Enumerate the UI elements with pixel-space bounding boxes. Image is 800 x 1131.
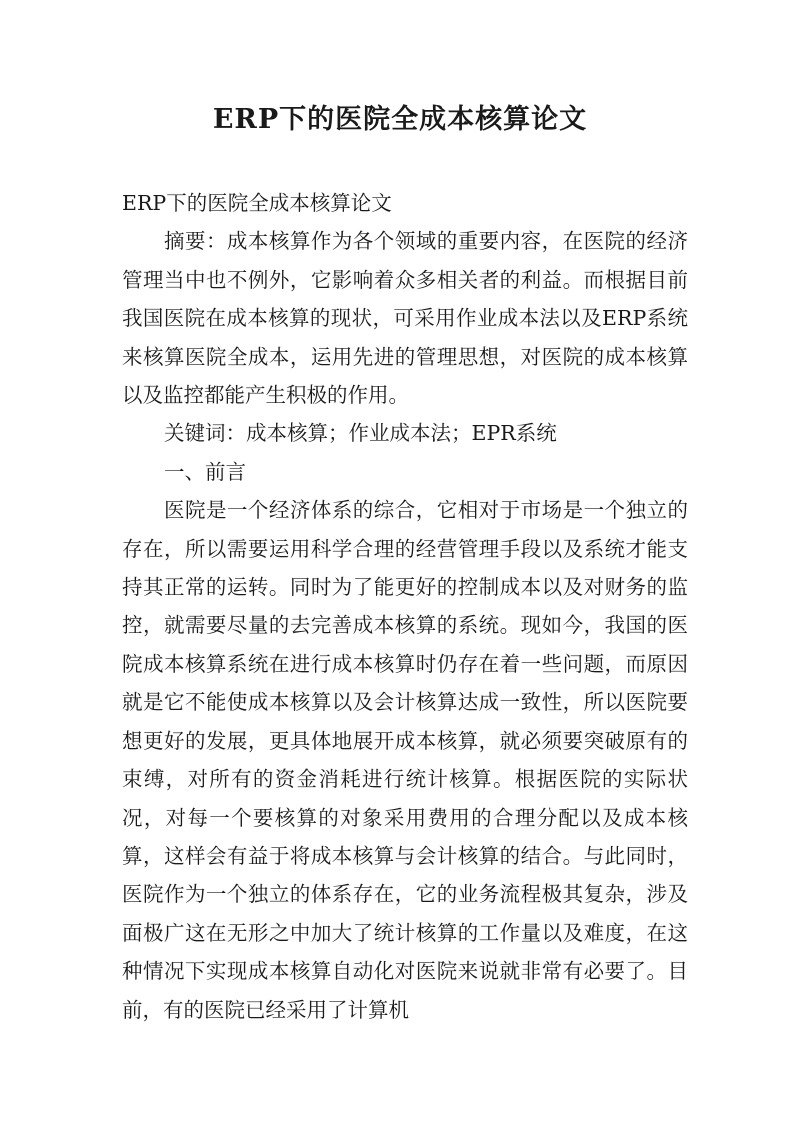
keywords-line: 关键词：成本核算；作业成本法；EPR系统 bbox=[164, 421, 557, 446]
body-paragraph: 医院是一个经济体系的综合，它相对于市场是一个独立的存在，所以需要运用科学合理的经营管理手段以及系统才能支持其正常的运转。同时为了能更好的控制成本以及对财务的监控，就需要尽量的去完善成本核算的系统。现如今，我国的医院成本核算系统在进行成本核算时仍存在着一些问题，而原因就是它不能使成本核算以及会计核算达成一致性，所以医院要想更好的发展，更具体地展开成本核算，就必须要突破原有的束缚，对所有的资金消耗进行统计核算。根据医院的实际状况，对每一个要核算的对象采用费用的合理分配以及成本核算，这样会有益于将成本核算与会计核算的结合。与此同时，医院作为一个独立的体系存在，它的业务流程极其复杂，涉及面极广这在无形之中加大了统计核算的工作量以及难度，在这种情况下实现成本核算自动化对医院来说就非常有必要了。目前，有的医院已经采用了计算机 bbox=[122, 498, 688, 1022]
document-title: ERP下的医院全成本核算论文 bbox=[212, 104, 588, 135]
document-body bbox=[122, 184, 688, 1029]
abstract-paragraph: 摘要：成本核算作为各个领域的重要内容，在医院的经济管理当中也不例外，它影响着众多相关者的利益。而根据目前我国医院在成本核算的现状，可采用作业成本法以及ERP系统来核算医院全成本，运用先进的管理思想，对医院的成本核算以及监控都能产生积极的作用。 bbox=[122, 229, 688, 408]
document-subtitle: ERP下的医院全成本核算论文 bbox=[122, 191, 392, 215]
section-heading: 一、前言 bbox=[164, 459, 246, 484]
